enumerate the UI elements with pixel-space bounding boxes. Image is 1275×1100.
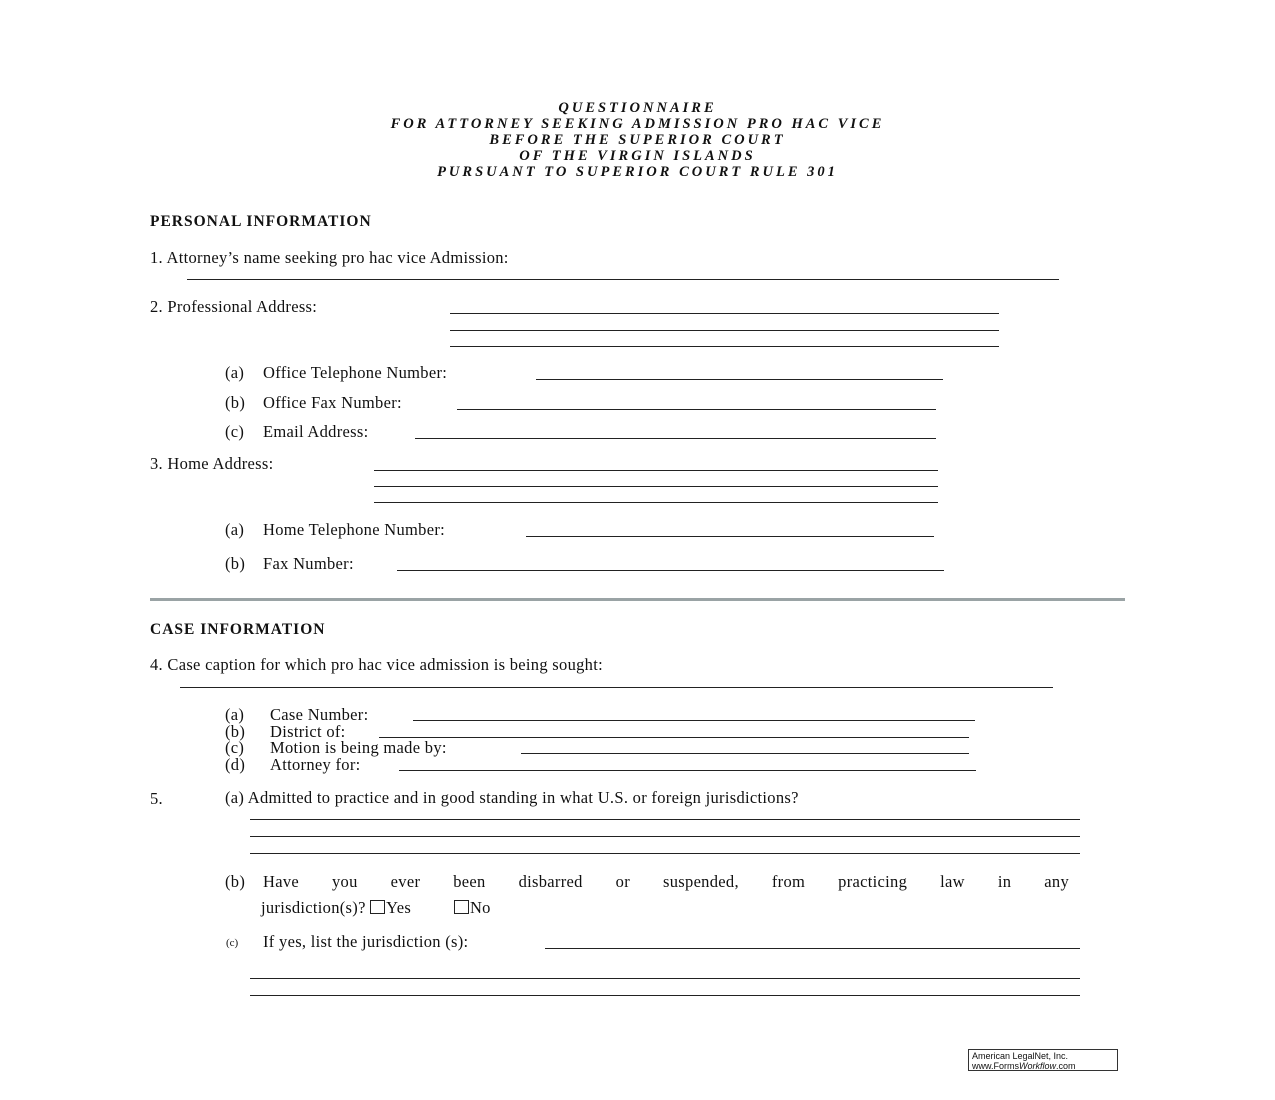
professional-address-line-1[interactable] (450, 313, 999, 314)
attorney-name-field[interactable] (187, 279, 1059, 280)
item-3b-number: (b) (225, 554, 246, 573)
title-line-3: BEFORE THE SUPERIOR COURT (489, 132, 786, 148)
attorney-for-field[interactable] (399, 770, 976, 771)
publisher-stamp (968, 1049, 1118, 1071)
item-2b-number: (b) (225, 393, 246, 412)
jurisdictions-prompt: jurisdiction(s)? (261, 898, 366, 917)
title-line-4: OF THE VIRGIN ISLANDS (519, 148, 756, 164)
item-4d-number: (d) (225, 755, 246, 774)
home-address-line-2[interactable] (374, 486, 938, 487)
home-telephone-field[interactable] (526, 536, 934, 537)
url-italic: Workflow (1019, 1061, 1057, 1071)
fax-number-field[interactable] (397, 570, 944, 571)
office-fax-label: Office Fax Number: (263, 393, 402, 412)
jurisdictions-line-1[interactable] (250, 819, 1080, 820)
question-3-label: 3. Home Address: (150, 454, 274, 473)
jurisdictions-line-2[interactable] (250, 836, 1080, 837)
professional-address-line-2[interactable] (450, 330, 999, 331)
email-address-label: Email Address: (263, 422, 369, 441)
list-jurisdictions-line-2[interactable] (250, 978, 1080, 979)
question-2-label: 2. Professional Address: (150, 297, 318, 316)
item-4c-number: (c) (225, 738, 245, 757)
yes-checkbox[interactable] (370, 900, 385, 914)
question-1-label: 1. Attorney’s name seeking pro hac vice Admission: (150, 248, 509, 267)
item-2c-number: (c) (225, 422, 245, 441)
jurisdictions-line-3[interactable] (250, 853, 1080, 854)
item-5c-number: (c) (226, 937, 239, 949)
office-fax-field[interactable] (457, 409, 936, 410)
case-number-field[interactable] (413, 720, 975, 721)
list-jurisdictions-field[interactable] (545, 948, 1080, 949)
email-address-field[interactable] (415, 438, 936, 439)
district-label: District of: (270, 722, 346, 741)
section-divider (150, 598, 1125, 601)
office-telephone-field[interactable] (536, 379, 943, 380)
question-5-number: 5. (150, 789, 163, 808)
title-line-1: QUESTIONNAIRE (558, 100, 717, 116)
yes-label: Yes (386, 898, 412, 917)
question-5b-continuation (261, 898, 491, 918)
url-prefix: www.Forms (972, 1061, 1019, 1071)
case-caption-field[interactable] (180, 687, 1053, 688)
home-address-line-1[interactable] (374, 470, 938, 471)
no-label: No (469, 898, 491, 917)
url-suffix: .com (1056, 1061, 1076, 1071)
item-5b-number: (b) (225, 872, 246, 891)
professional-address-line-3[interactable] (450, 346, 999, 347)
question-4-label: 4. Case caption for which pro hac vice admission is being sought: (150, 655, 603, 674)
title-line-5: PURSUANT TO SUPERIOR COURT RULE 301 (437, 164, 838, 180)
list-jurisdictions-label: If yes, list the jurisdiction (s): (263, 932, 469, 951)
publisher-name: American LegalNet, Inc. (972, 1051, 1069, 1061)
item-4b-number: (b) (225, 722, 246, 741)
publisher-url (972, 1061, 1117, 1071)
home-address-line-3[interactable] (374, 502, 938, 503)
item-3a-number: (a) (225, 520, 245, 539)
list-jurisdictions-line-3[interactable] (250, 995, 1080, 996)
no-checkbox[interactable] (454, 900, 469, 914)
case-information-heading: CASE INFORMATION (150, 621, 326, 638)
title-line-2: FOR ATTORNEY SEEKING ADMISSION PRO HAC VICE (390, 116, 885, 132)
item-4a-number: (a) (225, 705, 245, 724)
fax-number-label: Fax Number: (263, 554, 354, 573)
office-telephone-label: Office Telephone Number: (263, 363, 448, 382)
question-5a-label: (a) Admitted to practice and in good standing in what U.S. or foreign jurisdictions? (225, 788, 799, 807)
item-2a-number: (a) (225, 363, 245, 382)
motion-made-by-field[interactable] (521, 753, 969, 754)
attorney-for-label: Attorney for: (270, 755, 361, 774)
personal-information-heading: PERSONAL INFORMATION (150, 213, 372, 230)
motion-made-by-label: Motion is being made by: (270, 738, 447, 757)
case-number-label: Case Number: (270, 705, 369, 724)
home-telephone-label: Home Telephone Number: (263, 520, 446, 539)
question-5b-label: Have you ever been disbarred or suspended, from practicing law in any (263, 872, 1069, 891)
district-field[interactable] (379, 737, 969, 738)
